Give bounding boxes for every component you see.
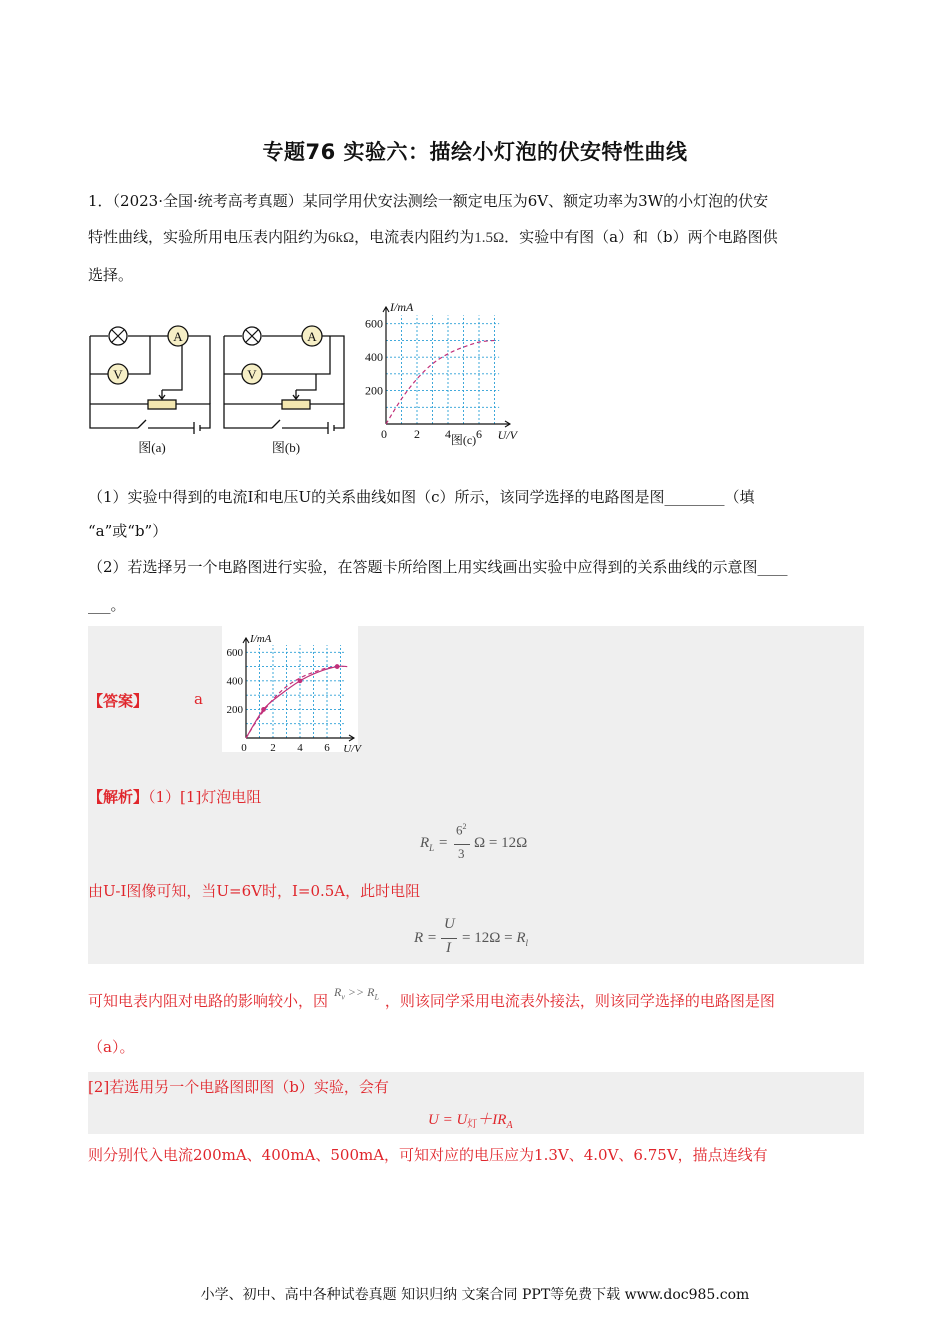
y-tick-label: 200 xyxy=(365,383,383,398)
y-axis-label: I/mA xyxy=(250,633,272,645)
analysis-step-1: （1）[1]灯泡电阻 xyxy=(148,788,262,806)
voltmeter-label: V xyxy=(113,367,123,382)
question-line-1: 1．（2023·全国·统考高考真题）某同学用伏安法测绘一额定电压为6V、额定功率为3W的小灯泡的伏安 xyxy=(88,192,769,210)
analysis-line-2: 由U-I图像可知，当U=6V时，I=0.5A，此时电阻 xyxy=(88,882,421,900)
dashed-curve xyxy=(386,340,495,424)
origin-label: 0 xyxy=(241,742,247,754)
sub-question-1-line-2: “a”或“b”） xyxy=(88,522,168,540)
x-axis-label: U/V xyxy=(497,428,517,442)
x-tick-label: 2 xyxy=(270,742,276,754)
question-line-2a: 特性曲线，实验所用电压表内阻约为 xyxy=(88,228,329,246)
data-point xyxy=(298,678,303,683)
y-tick-label: 400 xyxy=(365,350,383,365)
analysis-line-3b: ，则该同学采用电流表外接法，则该同学选择的电路图是图 xyxy=(384,992,775,1010)
circuit-b xyxy=(224,336,344,434)
analysis-step-2: [2]若选用另一个电路图即图（b）实验，会有 xyxy=(88,1078,389,1096)
x-tick-label: 4 xyxy=(445,427,451,441)
analysis-line-4: （a）。 xyxy=(88,1038,135,1056)
footer: 小学、初中、高中各种试卷真题 知识归纳 文案合同 PPT等免费下载 www.doc985.com xyxy=(200,1287,750,1303)
y-tick-label: 600 xyxy=(226,646,243,659)
question-line-2c: ．实验中有图（a）和（b）两个电路图供 xyxy=(504,228,778,246)
y-tick-label: 400 xyxy=(226,675,243,688)
solid-curve xyxy=(246,666,347,738)
answer-label: 【答案】 xyxy=(88,692,149,710)
question-line-2b: ，电流表内阻约为 xyxy=(354,228,475,246)
voltmeter-resistance: 6kΩ xyxy=(328,230,355,246)
graph-c xyxy=(350,294,517,454)
page-title: 专题76 实验六：描绘小灯泡的伏安特性曲线 xyxy=(262,140,688,164)
ammeter-icon xyxy=(168,326,188,346)
circuit-a xyxy=(90,336,210,434)
answer-value: a xyxy=(194,690,203,708)
relation: Rv >> RL xyxy=(334,985,379,1002)
x-tick-label: 2 xyxy=(414,427,420,441)
ammeter-icon xyxy=(302,326,322,346)
y-tick-label: 200 xyxy=(226,704,243,717)
data-point xyxy=(335,664,340,669)
voltmeter-icon xyxy=(242,364,262,384)
analysis-label: 【解析】 xyxy=(88,788,149,806)
formula-2: R = U I = $12\Omega = R_l$ xyxy=(414,916,529,956)
dashed-curve xyxy=(246,667,341,738)
figure-a-label: 图(a) xyxy=(138,440,166,455)
ammeter-label: A xyxy=(307,329,317,344)
lamp-icon xyxy=(109,327,127,345)
question-line-3: 选择。 xyxy=(88,266,134,284)
ammeter-resistance: 1.5Ω xyxy=(474,230,505,246)
x-tick-label: 4 xyxy=(297,742,303,754)
x-tick-label: 6 xyxy=(476,427,482,441)
x-axis-label: U/V xyxy=(343,743,361,755)
ammeter-label: A xyxy=(173,329,183,344)
sub-question-2-line-1: （2）若选择另一个电路图进行实验，在答题卡所给图上用实线画出实验中应得到的关系曲线的示意图____ xyxy=(88,558,788,576)
answer-graph xyxy=(222,626,361,755)
voltmeter-label: V xyxy=(247,367,257,382)
graph-caption: 图(c) xyxy=(450,433,477,447)
voltmeter-icon xyxy=(108,364,128,384)
x-tick-label: 6 xyxy=(324,742,330,754)
formula-1: $R_L$ = $6^2$ 3 Ω = 12Ω xyxy=(420,822,528,861)
data-point xyxy=(261,707,266,712)
lamp-icon xyxy=(243,327,261,345)
analysis-line-6: 则分别代入电流200mA、400mA、500mA，可知对应的电压应为1.3V、4.0V、6.75V，描点连线有 xyxy=(88,1146,768,1164)
analysis-line-1 xyxy=(88,786,261,807)
question-line-2 xyxy=(88,222,863,253)
figure-b-label: 图(b) xyxy=(271,440,301,455)
sub-question-2-line-2: ___。 xyxy=(88,596,126,614)
origin-label: 0 xyxy=(381,427,387,441)
y-axis-label: I/mA xyxy=(390,300,414,314)
analysis-line-3 xyxy=(88,986,868,1022)
analysis-line-3a: 可知电表内阻对电路的影响较小，因 xyxy=(88,992,329,1010)
formula-3: $U = U_灯+IR_A$ xyxy=(428,1112,513,1131)
y-tick-label: 600 xyxy=(365,316,383,331)
sub-question-1-line-1: （1）实验中得到的电流I和电压U的关系曲线如图（c）所示，该同学选择的电路图是图________（填 xyxy=(88,488,755,506)
